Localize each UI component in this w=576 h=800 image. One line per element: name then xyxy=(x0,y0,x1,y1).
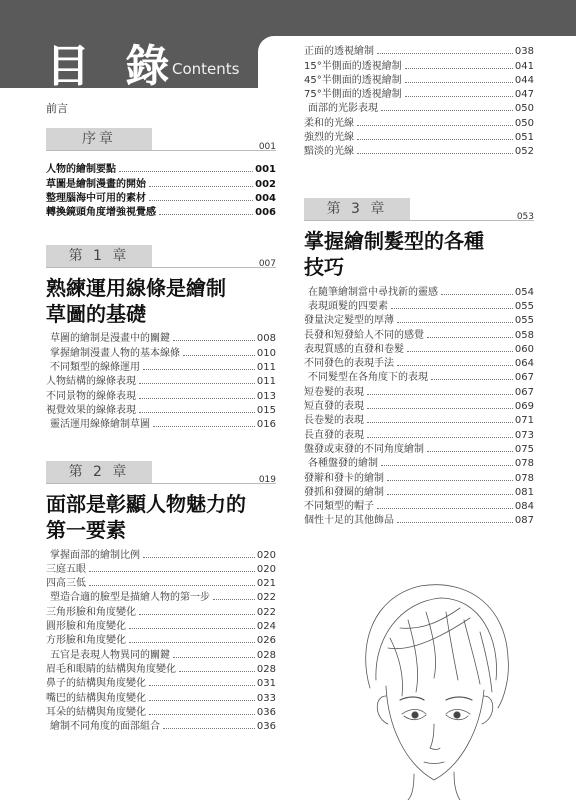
toc-entry-page: 067 xyxy=(514,372,534,384)
toc-leader-dots xyxy=(405,96,513,97)
toc-leader-dots xyxy=(397,322,513,323)
toc-entry-page: 020 xyxy=(256,549,276,561)
toc-leader-dots xyxy=(397,522,513,523)
toc-entry-page: 010 xyxy=(256,347,276,359)
toc-leader-dots xyxy=(377,508,513,509)
chapter-page-number: 001 xyxy=(258,142,276,152)
toc-entry[interactable] xyxy=(304,499,534,513)
toc-entry[interactable] xyxy=(46,162,276,176)
toc-entry-title: 繪制不同角度的面部組合 xyxy=(50,721,160,733)
toc-leader-dots xyxy=(407,351,513,352)
toc-entry-page: 054 xyxy=(514,286,534,298)
toc-entry-page: 020 xyxy=(256,563,276,575)
toc-entry-title: 圓形臉和角度變化 xyxy=(46,621,126,633)
toc-entry-title: 45°半側面的透視繪制 xyxy=(304,74,402,86)
toc-entry-page: 015 xyxy=(256,404,276,416)
toc-entry[interactable] xyxy=(46,191,276,205)
toc-entry[interactable] xyxy=(46,647,276,661)
toc-entry[interactable] xyxy=(304,513,534,527)
chapter2-toc-list xyxy=(46,547,276,733)
toc-entry-title: 草圖的繪制是漫畫中的關鍵 xyxy=(50,333,170,345)
toc-entry-title: 長直發的表現 xyxy=(304,429,364,441)
chapter-divider xyxy=(46,483,276,484)
toc-entry-title: 各種盤發的繪制 xyxy=(308,458,378,470)
toc-entry[interactable] xyxy=(46,604,276,618)
chapter-header xyxy=(304,198,534,222)
toc-entry-title: 在隨筆繪制當中尋找新的靈感 xyxy=(308,286,438,298)
toc-entry-page: 038 xyxy=(514,46,534,58)
toc-entry-page: 078 xyxy=(514,458,534,470)
toc-leader-dots xyxy=(89,585,255,586)
chapter-title-line: 熟練運用線條是繪制 xyxy=(46,276,226,301)
toc-entry[interactable] xyxy=(304,427,534,441)
toc-entry-page: 004 xyxy=(255,192,276,204)
toc-entry-page: 022 xyxy=(256,592,276,604)
toc-entry-page: 016 xyxy=(256,419,276,431)
toc-entry-page: 078 xyxy=(514,472,534,484)
toc-leader-dots xyxy=(129,642,255,643)
toc-leader-dots xyxy=(405,68,513,69)
toc-entry[interactable] xyxy=(304,73,534,87)
toc-entry-title: 不同景物的線條表現 xyxy=(46,390,136,402)
toc-entry-page: 044 xyxy=(514,74,534,86)
toc-entry[interactable] xyxy=(304,384,534,398)
toc-entry[interactable] xyxy=(46,417,276,431)
toc-entry-title: 方形臉和角度變化 xyxy=(46,635,126,647)
toc-entry-page: 052 xyxy=(514,146,534,158)
toc-entry[interactable] xyxy=(46,403,276,417)
toc-entry-title: 轉換鏡頭角度增強視覺感 xyxy=(46,207,156,219)
toc-entry-title: 掌握繪制漫畫人物的基本線條 xyxy=(50,347,180,359)
toc-entry-title: 不同類型的線條運用 xyxy=(50,362,140,374)
toc-entry-page: 028 xyxy=(256,649,276,661)
toc-entry-title: 五官是表現人物異同的關鍵 xyxy=(50,649,170,661)
right-top-toc-list xyxy=(304,44,534,158)
chapter-title-line: 面部是彰顯人物魅力的 xyxy=(46,492,246,517)
toc-leader-dots xyxy=(357,125,513,126)
toc-entry-title: 整理腦海中可用的素材 xyxy=(46,192,146,204)
toc-entry-page: 031 xyxy=(256,678,276,690)
toc-leader-dots xyxy=(427,451,513,452)
toc-leader-dots xyxy=(387,480,513,481)
toc-leader-dots xyxy=(381,110,513,111)
toc-entry-page: 013 xyxy=(256,390,276,402)
toc-entry-page: 021 xyxy=(256,578,276,590)
toc-entry-page: 084 xyxy=(514,501,534,513)
chapter-page-number: 019 xyxy=(258,475,276,486)
toc-entry-page: 006 xyxy=(255,207,276,219)
toc-entry-page: 002 xyxy=(255,178,276,190)
toc-entry-title: 鼻子的結構與角度變化 xyxy=(46,678,146,690)
toc-entry-title: 人物的繪制要點 xyxy=(46,164,116,176)
toc-entry-page: 036 xyxy=(256,721,276,733)
toc-entry-page: 024 xyxy=(256,621,276,633)
toc-entry[interactable] xyxy=(304,356,534,370)
chapter-title xyxy=(46,275,276,327)
toc-entry-title: 塑造合適的臉型是描繪人物的第一步 xyxy=(50,592,210,604)
toc-entry-title: 15°半側面的透視繪制 xyxy=(304,60,402,72)
toc-entry[interactable] xyxy=(304,485,534,499)
toc-entry[interactable] xyxy=(304,313,534,327)
toc-leader-dots xyxy=(391,308,513,309)
chapter-tab[interactable]: 序章 xyxy=(46,128,152,150)
chapter-divider xyxy=(304,220,534,221)
toc-leader-dots xyxy=(397,365,513,366)
chapter-header xyxy=(46,461,276,485)
toc-entry-title: 四高三低 xyxy=(46,578,86,590)
toc-entry-page: 008 xyxy=(256,333,276,345)
toc-entry-page: 064 xyxy=(514,358,534,370)
toc-entry[interactable] xyxy=(46,633,276,647)
toc-entry-title: 發辮和發卡的繪制 xyxy=(304,472,384,484)
toc-entry[interactable] xyxy=(304,44,534,58)
page-subtitle: Contents xyxy=(172,60,240,78)
toc-entry-page: 026 xyxy=(256,635,276,647)
chapter-divider xyxy=(46,267,276,268)
toc-entry-title: 75°半側面的透視繪制 xyxy=(304,89,402,101)
toc-entry[interactable] xyxy=(46,576,276,590)
toc-leader-dots xyxy=(139,383,255,384)
chapter-title-line: 技巧 xyxy=(304,255,344,280)
toc-entry-title: 掌握面部的繪制比例 xyxy=(50,549,140,561)
chapter-header xyxy=(46,128,276,152)
toc-leader-dots xyxy=(159,214,253,215)
chapter3-toc-list xyxy=(304,284,534,527)
toc-entry-title: 長發和短發給人不同的感覺 xyxy=(304,329,424,341)
toc-entry[interactable] xyxy=(46,619,276,633)
toc-entry-page: 069 xyxy=(514,401,534,413)
toc-entry-page: 050 xyxy=(514,117,534,129)
boy-portrait-sketch xyxy=(330,568,530,800)
chapter-tab[interactable]: 第 3 章 xyxy=(304,198,410,220)
toc-leader-dots xyxy=(119,171,253,172)
toc-entry[interactable] xyxy=(46,719,276,733)
toc-leader-dots xyxy=(89,571,255,572)
toc-entry[interactable] xyxy=(304,342,534,356)
toc-entry[interactable] xyxy=(304,284,534,298)
toc-entry[interactable] xyxy=(46,374,276,388)
toc-entry-title: 三庭五眼 xyxy=(46,563,86,575)
chapter2-section xyxy=(46,461,276,733)
intro-section xyxy=(46,128,276,219)
toc-entry[interactable] xyxy=(46,388,276,402)
toc-entry-title: 草圖是繪制漫畫的開始 xyxy=(46,178,146,190)
toc-leader-dots xyxy=(357,153,513,154)
toc-entry[interactable] xyxy=(46,676,276,690)
toc-entry-title: 人物結構的線條表現 xyxy=(46,376,136,388)
toc-entry-page: 033 xyxy=(256,692,276,704)
toc-entry-page: 073 xyxy=(514,429,534,441)
right-column xyxy=(304,44,534,527)
toc-entry-page: 058 xyxy=(514,329,534,341)
toc-entry-page: 087 xyxy=(514,515,534,527)
toc-leader-dots xyxy=(149,714,255,715)
toc-entry-title: 發量決定髮型的厚薄 xyxy=(304,315,394,327)
toc-entry[interactable] xyxy=(304,87,534,101)
toc-leader-dots xyxy=(149,685,255,686)
toc-leader-dots xyxy=(387,494,513,495)
toc-entry-page: 081 xyxy=(514,486,534,498)
chapter3-section xyxy=(304,198,534,527)
page-title: 目 錄 xyxy=(46,41,180,92)
toc-leader-dots xyxy=(431,379,513,380)
toc-entry[interactable] xyxy=(46,690,276,704)
toc-entry-page: 051 xyxy=(514,132,534,144)
toc-leader-dots xyxy=(139,398,255,399)
toc-leader-dots xyxy=(139,412,255,413)
toc-entry-title: 個性十足的其他飾品 xyxy=(304,515,394,527)
toc-entry-page: 001 xyxy=(255,164,276,176)
toc-entry[interactable] xyxy=(304,144,534,158)
toc-entry[interactable] xyxy=(304,470,534,484)
toc-entry-title: 視覺效果的線條表現 xyxy=(46,404,136,416)
left-column xyxy=(46,128,276,733)
toc-entry-title: 短卷髮的表現 xyxy=(304,386,364,398)
toc-entry[interactable] xyxy=(46,345,276,359)
chapter1-section xyxy=(46,245,276,431)
toc-entry[interactable] xyxy=(304,58,534,72)
toc-leader-dots xyxy=(357,139,513,140)
chapter-title xyxy=(46,491,276,543)
toc-entry[interactable] xyxy=(304,101,534,115)
toc-leader-dots xyxy=(153,426,255,427)
toc-entry[interactable] xyxy=(304,456,534,470)
toc-leader-dots xyxy=(377,53,513,54)
toc-entry-title: 眉毛和眼睛的結構與角度變化 xyxy=(46,663,176,675)
toc-entry-title: 表現質感的直發和卷髮 xyxy=(304,343,404,355)
toc-entry-page: 075 xyxy=(514,443,534,455)
toc-entry[interactable] xyxy=(304,299,534,313)
toc-leader-dots xyxy=(163,728,255,729)
toc-entry[interactable] xyxy=(46,176,276,190)
toc-entry-title: 不同類型的帽子 xyxy=(304,501,374,513)
toc-entry-page: 028 xyxy=(256,663,276,675)
toc-entry-page: 055 xyxy=(514,315,534,327)
chapter-title-line: 掌握繪制髮型的各種 xyxy=(304,229,484,254)
toc-entry-title: 強烈的光線 xyxy=(304,132,354,144)
chapter-page-number: 007 xyxy=(258,259,276,270)
chapter-tab[interactable]: 第 2 章 xyxy=(46,461,152,483)
toc-entry-page: 060 xyxy=(514,343,534,355)
toc-entry[interactable] xyxy=(46,205,276,219)
toc-leader-dots xyxy=(367,422,513,423)
toc-entry[interactable] xyxy=(46,590,276,604)
toc-leader-dots xyxy=(183,355,255,356)
toc-entry-title: 正面的透視繪制 xyxy=(304,46,374,58)
toc-entry-title: 短直發的表現 xyxy=(304,401,364,413)
toc-leader-dots xyxy=(367,394,513,395)
chapter-header xyxy=(46,245,276,269)
toc-leader-dots xyxy=(143,557,255,558)
chapter1-toc-list xyxy=(46,331,276,431)
toc-entry-title: 表現頭髮的四要素 xyxy=(308,300,388,312)
toc-entry-page: 041 xyxy=(514,60,534,72)
toc-leader-dots xyxy=(381,465,513,466)
chapter-divider xyxy=(46,150,276,151)
toc-leader-dots xyxy=(149,186,253,187)
toc-entry[interactable] xyxy=(46,331,276,345)
toc-entry[interactable] xyxy=(46,705,276,719)
toc-entry-page: 055 xyxy=(514,300,534,312)
toc-leader-dots xyxy=(173,657,255,658)
toc-entry-title: 三角形臉和角度變化 xyxy=(46,606,136,618)
toc-leader-dots xyxy=(213,599,255,600)
toc-entry-title: 靈活運用線條繪制草圖 xyxy=(50,419,150,431)
toc-leader-dots xyxy=(139,614,255,615)
toc-entry[interactable] xyxy=(46,562,276,576)
toc-entry[interactable] xyxy=(304,115,534,129)
chapter-title-line: 第一要素 xyxy=(46,518,126,543)
toc-leader-dots xyxy=(427,337,513,338)
preface-entry[interactable]: 前言 xyxy=(46,102,68,115)
toc-entry[interactable] xyxy=(46,547,276,561)
toc-entry-page: 067 xyxy=(514,386,534,398)
toc-leader-dots xyxy=(441,294,513,295)
intro-toc-list xyxy=(46,162,276,219)
toc-leader-dots xyxy=(129,628,255,629)
toc-entry[interactable] xyxy=(46,662,276,676)
toc-entry[interactable] xyxy=(46,360,276,374)
toc-entry-page: 050 xyxy=(514,103,534,115)
toc-entry-title: 柔和的光線 xyxy=(304,117,354,129)
toc-entry-page: 022 xyxy=(256,606,276,618)
toc-entry-title: 發抓和發圈的繪制 xyxy=(304,486,384,498)
toc-leader-dots xyxy=(367,437,513,438)
toc-entry-title: 面部的光影表現 xyxy=(308,103,378,115)
toc-entry-page: 011 xyxy=(256,376,276,388)
toc-entry-title: 耳朵的結構與角度變化 xyxy=(46,706,146,718)
toc-leader-dots xyxy=(149,200,253,201)
toc-entry-title: 不同發色的表現手法 xyxy=(304,358,394,370)
toc-entry[interactable] xyxy=(304,399,534,413)
chapter-title xyxy=(304,228,534,280)
toc-entry-title: 盤發或束發的不同角度繪制 xyxy=(304,443,424,455)
toc-entry-page: 071 xyxy=(514,415,534,427)
toc-entry-page: 036 xyxy=(256,706,276,718)
toc-entry-title: 黯淡的光線 xyxy=(304,146,354,158)
toc-leader-dots xyxy=(367,408,513,409)
toc-entry-title: 不同髮型在各角度下的表現 xyxy=(308,372,428,384)
toc-entry[interactable] xyxy=(304,413,534,427)
toc-leader-dots xyxy=(173,340,255,341)
toc-leader-dots xyxy=(149,700,255,701)
toc-leader-dots xyxy=(405,82,513,83)
toc-leader-dots xyxy=(143,369,255,370)
toc-entry[interactable] xyxy=(304,370,534,384)
toc-entry[interactable] xyxy=(304,327,534,341)
toc-entry-page: 011 xyxy=(256,362,276,374)
toc-entry[interactable] xyxy=(304,130,534,144)
chapter-tab[interactable]: 第 1 章 xyxy=(46,245,152,267)
toc-leader-dots xyxy=(179,671,255,672)
toc-entry-title: 嘴巴的結構與角度變化 xyxy=(46,692,146,704)
toc-entry-page: 047 xyxy=(514,89,534,101)
chapter-page-number: 053 xyxy=(516,212,534,223)
chapter-title-line: 草圖的基礎 xyxy=(46,302,146,327)
toc-entry-title: 長卷髮的表現 xyxy=(304,415,364,427)
toc-entry[interactable] xyxy=(304,442,534,456)
